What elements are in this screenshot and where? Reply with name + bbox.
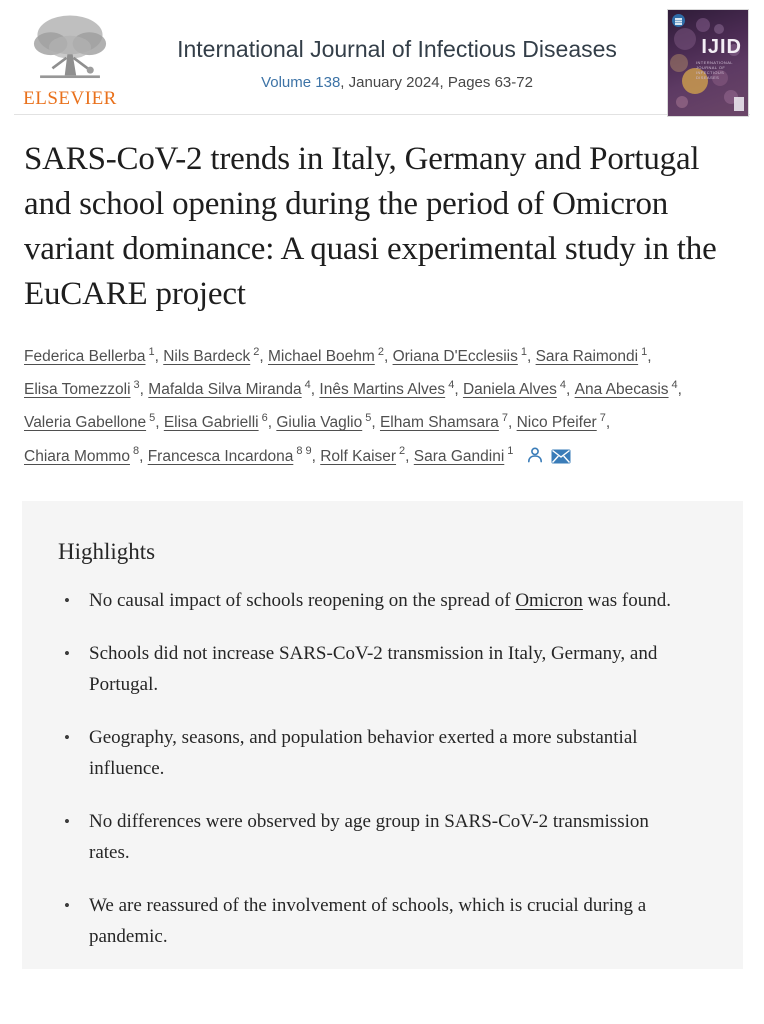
author-names [24, 348, 682, 464]
author-affiliation-sup: 1 [148, 346, 155, 358]
author-affiliation-sup: 1 [507, 445, 514, 458]
author-link[interactable]: Francesca Incardona [147, 447, 294, 465]
highlight-item [58, 585, 694, 616]
cover-logo-box [734, 97, 744, 111]
author-link[interactable]: Michael Boehm [267, 348, 375, 366]
author [24, 445, 148, 465]
cover-bokeh [676, 96, 688, 108]
author-link[interactable]: Sara Raimondi [535, 348, 639, 366]
highlights-panel [22, 501, 743, 969]
cover-subtitle: INTERNATIONAL JOURNAL OF INFECTIOUS DISEASES [696, 60, 733, 80]
author [147, 445, 321, 465]
highlights-heading: Highlights [58, 538, 156, 564]
highlight-item [58, 638, 694, 700]
cover-title: IJID [701, 36, 742, 58]
journal-cover-thumbnail[interactable] [668, 10, 748, 116]
author-link[interactable]: Daniela Alves [462, 381, 557, 399]
journal-heading-block [126, 10, 668, 91]
journal-issue-line [126, 74, 668, 91]
highlight-inline-link[interactable]: Omicron [515, 589, 583, 611]
author-affiliation-sup: 4 [671, 379, 678, 392]
journal-header [0, 0, 764, 114]
issue-info: , January 2024, Pages 63-72 [340, 74, 533, 91]
article-title: SARS-CoV-2 trends in Italy, Germany and Portugal and school opening during the period of Omicron variant dominance: A quasi experimental study in the EuCARE project [24, 141, 717, 312]
author-link[interactable]: Elisa Gabrielli [163, 414, 259, 432]
author-link[interactable]: Elham Shamsara [379, 414, 499, 432]
author [380, 414, 517, 431]
volume-link[interactable]: Volume 138 [261, 74, 341, 91]
author-affiliation-sup: 2 [399, 445, 406, 458]
author-affiliation-sup: 4 [448, 379, 455, 392]
author [575, 381, 682, 398]
cover-bokeh [670, 54, 688, 72]
email-correspondence-button[interactable] [551, 449, 571, 467]
highlight-item [58, 806, 694, 868]
highlight-text: Schools did not increase SARS-CoV-2 transmission in Italy, Germany, and Portugal. [89, 642, 658, 695]
highlights-list [58, 585, 717, 952]
author-affiliation-sup: 1 [520, 346, 527, 358]
author-affiliation-sup: 1 [641, 346, 648, 358]
author-link[interactable]: Mafalda Silva Miranda [148, 381, 302, 399]
author-link[interactable]: Giulia Vaglio [276, 414, 363, 432]
author-link[interactable]: Oriana D'Ecclesiis [392, 348, 518, 366]
author [24, 348, 163, 365]
author-link[interactable]: Elisa Tomezzoli [24, 381, 131, 399]
author-affiliation-sup: 3 [133, 379, 140, 392]
author [164, 414, 277, 431]
author [163, 348, 268, 365]
envelope-icon [551, 452, 571, 467]
highlight-text: No differences were observed by age group in SARS-CoV-2 transmission rates. [89, 810, 649, 863]
author-link[interactable]: Inês Martins Alves [319, 381, 446, 399]
author [319, 381, 463, 398]
author-link[interactable]: Federica Bellerba [24, 348, 146, 366]
highlight-text: No causal impact of schools reopening on the spread of [89, 589, 516, 611]
author-link[interactable]: Sara Gandini [413, 447, 505, 465]
person-icon [526, 452, 544, 467]
header-divider [14, 114, 750, 115]
author-link[interactable]: Rolf Kaiser [320, 447, 397, 465]
highlight-item [58, 722, 694, 784]
elsevier-tree-icon [14, 12, 126, 86]
author-link[interactable]: Ana Abecasis [574, 381, 669, 399]
author-affiliation-sup: 4 [304, 379, 311, 392]
article-head [0, 137, 764, 471]
author [320, 445, 414, 465]
author-affiliation-sup: 8 9 [296, 445, 312, 458]
elsevier-logo[interactable] [14, 10, 126, 110]
author-affiliation-sup: 8 [132, 445, 140, 458]
author-list [24, 338, 738, 471]
highlight-text: Geography, seasons, and population behavior exerted a more substantial influence. [89, 726, 638, 779]
author-affiliation-sup: 6 [261, 412, 268, 425]
author-profile-button[interactable] [526, 446, 544, 467]
elsevier-wordmark: ELSEVIER [23, 88, 117, 109]
author-link[interactable]: Nico Pfeifer [516, 414, 597, 432]
author-link[interactable]: Valeria Gabellone [24, 414, 147, 432]
highlight-text: We are reassured of the involvement of schools, which is crucial during a pandemic. [89, 894, 647, 947]
author-affiliation-sup: 7 [599, 412, 606, 425]
author [24, 414, 164, 431]
author [413, 445, 514, 465]
cover-bokeh [714, 24, 724, 34]
author [517, 414, 611, 431]
cover-bokeh [674, 28, 696, 50]
author [268, 348, 393, 365]
author [536, 348, 652, 365]
author [148, 381, 319, 398]
author-affiliation-sup: 5 [365, 412, 372, 425]
cover-bokeh [696, 18, 710, 32]
author-affiliation-sup: 7 [501, 412, 508, 425]
author-icons [519, 448, 571, 465]
author [24, 381, 148, 398]
journal-title-link[interactable]: International Journal of Infectious Diseases [177, 36, 617, 62]
author [276, 414, 380, 431]
cover-society-badge-icon [672, 14, 685, 27]
author-affiliation-sup: 4 [559, 379, 566, 392]
author [463, 381, 575, 398]
author-affiliation-sup: 5 [149, 412, 156, 425]
highlight-item [58, 890, 694, 952]
author-link[interactable]: Chiara Mommo [24, 447, 130, 465]
author-link[interactable]: Nils Bardeck [163, 348, 251, 366]
author-affiliation-sup: 2 [253, 346, 260, 358]
author [393, 348, 536, 365]
author-affiliation-sup: 2 [377, 346, 384, 358]
highlight-text: was found. [582, 589, 672, 611]
